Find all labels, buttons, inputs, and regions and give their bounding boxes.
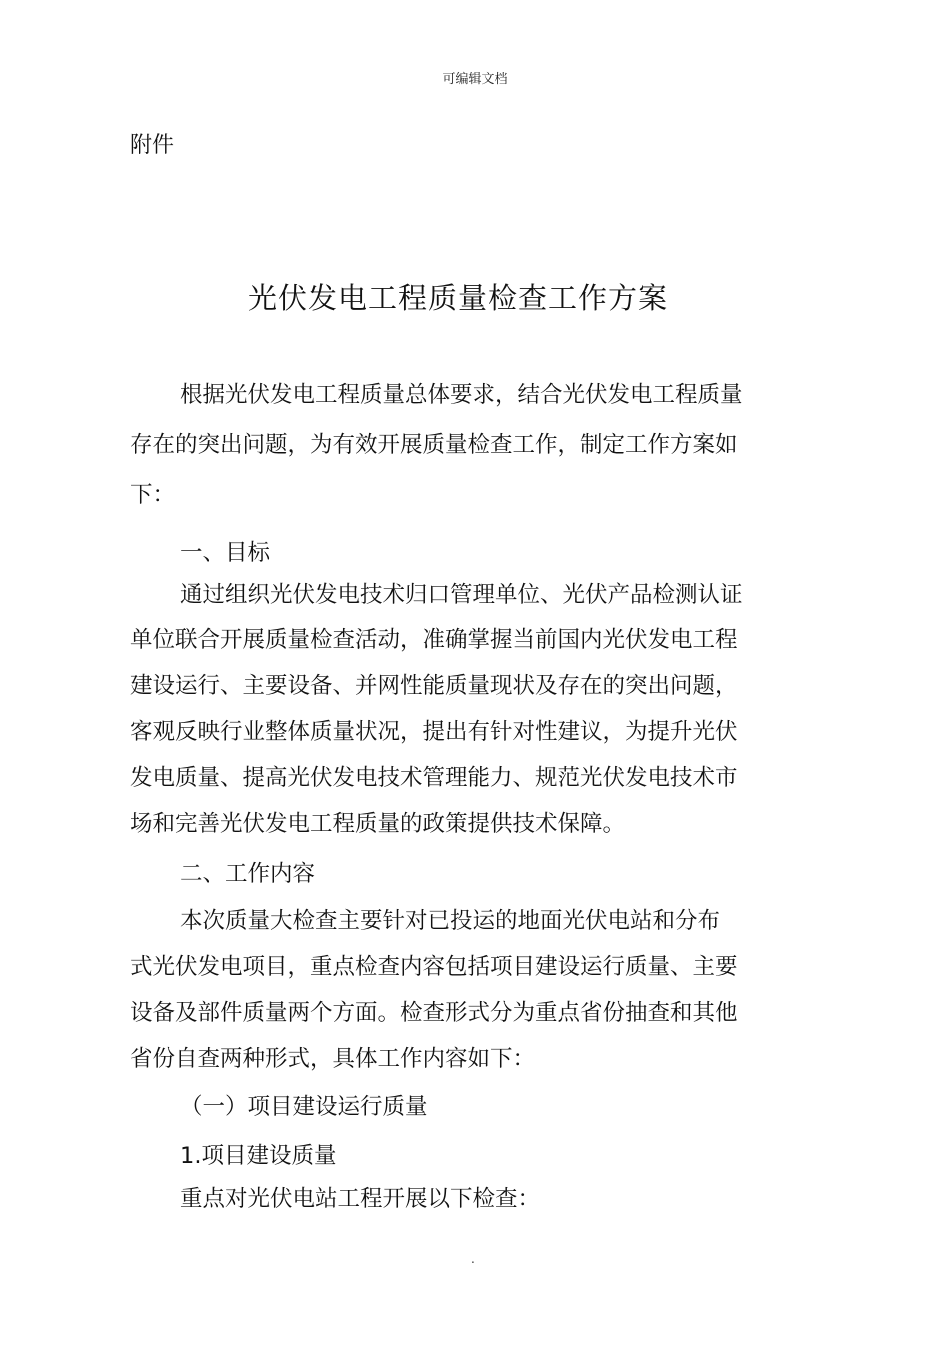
paragraph-line: 场和完善光伏发电工程质量的政策提供技术保障。 [130,811,626,837]
paragraph-line: 重点对光伏电站工程开展以下检查： [180,1186,541,1212]
paragraph-line: 单位联合开展质量检查活动，准确掌握当前国内光伏发电工程 [130,627,738,653]
item-heading: 1.项目建设质量 [180,1143,337,1169]
paragraph-line: 设备及部件质量两个方面。检查形式分为重点省份抽查和其他 [130,1000,738,1026]
paragraph-line: 本次质量大检查主要针对已投运的地面光伏电站和分布 [180,908,721,934]
footer-mark: . [471,1252,475,1266]
intro-line: 下： [130,482,176,508]
intro-line: 根据光伏发电工程质量总体要求，结合光伏发电工程质量 [180,382,743,408]
paragraph-line: 发电质量、提高光伏发电技术管理能力、规范光伏发电技术市 [130,765,738,791]
document-title: 光伏发电工程质量检查工作方案 [247,281,668,315]
paragraph-line: 客观反映行业整体质量状况，提出有针对性建议，为提升光伏 [130,719,738,745]
section-heading: 一、目标 [180,540,271,566]
attachment-label: 附件 [130,133,175,158]
paragraph-line: 建设运行、主要设备、并网性能质量现状及存在的突出问题， [130,673,738,699]
sub-heading: （一）项目建设运行质量 [180,1094,428,1120]
paragraph-line: 省份自查两种形式，具体工作内容如下： [130,1046,536,1072]
paragraph-line: 通过组织光伏发电技术归口管理单位、光伏产品检测认证 [180,582,743,608]
intro-line: 存在的突出问题，为有效开展质量检查工作，制定工作方案如 [130,432,738,458]
paragraph-line: 式光伏发电项目，重点检查内容包括项目建设运行质量、主要 [130,954,738,980]
page-header: 可编辑文档 [442,72,508,87]
section-heading: 二、工作内容 [180,861,316,887]
